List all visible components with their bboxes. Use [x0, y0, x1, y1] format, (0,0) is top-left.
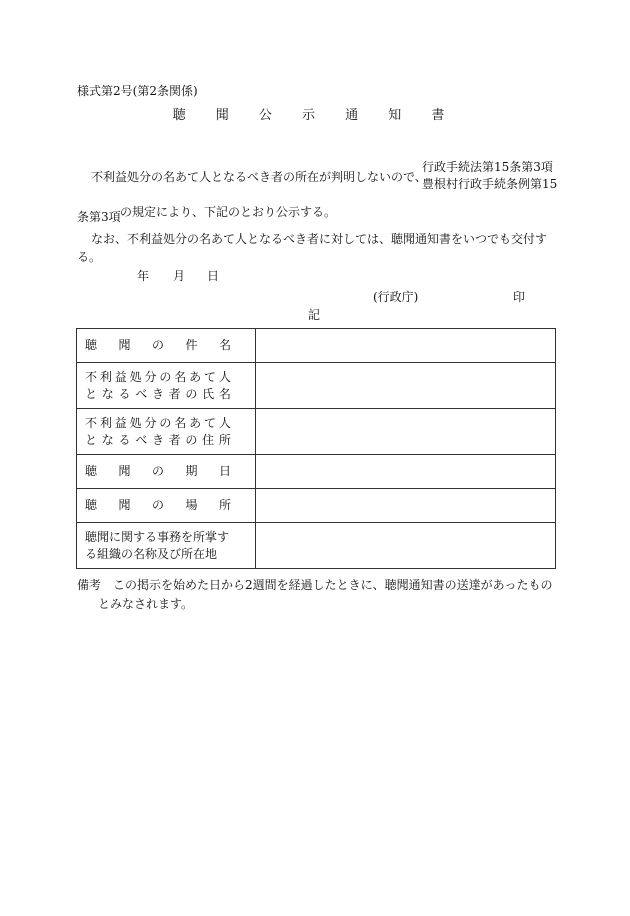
law-reference-2: 豊根村行政手続条例第15 — [422, 177, 558, 191]
label-char: べ — [135, 386, 148, 401]
label-office-in-charge: 聴聞に関する事務を所掌す る組織の名称及び所在地 — [77, 523, 256, 569]
label-hearing-place — [77, 489, 256, 523]
label-char: き — [151, 386, 164, 401]
notice-paragraph-1-continuation: の規定により、下記のとおり公示する。 — [120, 205, 337, 219]
label-char: の — [159, 415, 172, 430]
label-text — [85, 432, 231, 449]
label-char: 分 — [144, 369, 157, 384]
label-char: 処 — [129, 415, 142, 430]
label-text — [85, 463, 231, 480]
label-char: な — [101, 386, 114, 401]
label-char: 所 — [218, 498, 231, 512]
label-char: の — [159, 369, 172, 384]
label-char: 利 — [99, 415, 112, 430]
label-char: 聞 — [118, 498, 131, 512]
date-month-label: 月 — [173, 269, 186, 283]
label-char: と — [85, 432, 98, 447]
label-char: る — [118, 386, 131, 401]
label-hearing-date — [77, 455, 256, 489]
label-char: 日 — [218, 464, 231, 478]
label-char: る — [118, 432, 131, 447]
label-char: 件 — [185, 338, 198, 352]
label-char: 分 — [144, 415, 157, 430]
notice-paragraph-2: なお、不利益処分の名あて人となるべき者に対しては、聴聞通知書をいつでも交付す — [91, 232, 548, 246]
label-char: の — [151, 498, 164, 512]
label-char: 氏 — [202, 386, 215, 401]
label-char: 利 — [99, 369, 112, 384]
notice-paragraph-1: 不利益処分の名あて人となるべき者の所在が判明しないので、 — [91, 170, 427, 184]
label-char: 益 — [114, 369, 127, 384]
table-row — [77, 363, 556, 409]
hearing-info-table — [76, 328, 556, 569]
label-char: 名 — [218, 386, 231, 401]
label-char: 名 — [218, 338, 231, 352]
label-char: と — [85, 386, 98, 401]
value-hearing-place[interactable] — [256, 489, 556, 523]
label-char: 場 — [185, 498, 198, 512]
label-char: べ — [135, 432, 148, 447]
label-char: あ — [189, 369, 202, 384]
label-addressee-name — [77, 363, 256, 409]
law-reference-1: 行政手続法第15条第3項 — [422, 160, 553, 174]
label-text — [85, 386, 231, 403]
label-char: な — [101, 432, 114, 447]
label-char: 者 — [168, 432, 181, 447]
value-addressee-address[interactable] — [256, 409, 556, 455]
label-char: 人 — [218, 415, 231, 430]
label-char: の — [185, 386, 198, 401]
label-char: の — [151, 338, 164, 352]
label-char: 名 — [174, 415, 187, 430]
date-year-label: 年 — [137, 269, 150, 283]
label-char: 益 — [114, 415, 127, 430]
label-text — [85, 415, 231, 432]
table-row — [77, 489, 556, 523]
document-title: 聴 聞 公 示 通 知 書 — [172, 108, 458, 123]
seal-mark: 印 — [513, 290, 526, 304]
label-char: あ — [189, 415, 202, 430]
label-text — [85, 497, 231, 514]
label-hearing-subject — [77, 329, 256, 363]
label-char: 住 — [202, 432, 215, 447]
form-number: 様式第2号(第2条関係) — [77, 84, 198, 98]
label-char: 聞 — [118, 464, 131, 478]
label-char: 聴 — [85, 338, 98, 352]
value-hearing-date[interactable] — [256, 455, 556, 489]
label-char: 処 — [129, 369, 142, 384]
label-text — [85, 369, 231, 386]
label-char: 期 — [185, 464, 198, 478]
label-char: 聴 — [85, 498, 98, 512]
value-addressee-name[interactable] — [256, 363, 556, 409]
notice-paragraph-2-continuation: る。 — [77, 250, 102, 264]
label-char: の — [185, 432, 198, 447]
label-char: 聞 — [118, 338, 131, 352]
label-char: 名 — [174, 369, 187, 384]
table-row — [77, 523, 556, 569]
label-char: 人 — [218, 369, 231, 384]
table-row — [77, 409, 556, 455]
table-row — [77, 455, 556, 489]
label-char: 聴 — [85, 464, 98, 478]
table-row — [77, 329, 556, 363]
agency-label: (行政庁) — [373, 290, 419, 304]
label-text — [85, 337, 231, 354]
remarks-line-2: とみなされます。 — [98, 597, 194, 611]
ki-heading: 記 — [308, 308, 321, 322]
label-char: 不 — [85, 369, 98, 384]
value-office-in-charge[interactable] — [256, 523, 556, 569]
label-char: 不 — [85, 415, 98, 430]
label-char: て — [204, 369, 217, 384]
label-addressee-address — [77, 409, 256, 455]
label-char: て — [204, 415, 217, 430]
date-day-label: 日 — [207, 269, 220, 283]
remarks-line-1: 備考 この掲示を始めた日から2週間を経過したときに、聴聞通知書の送達があったもの — [77, 578, 553, 592]
label-char: き — [151, 432, 164, 447]
label-char: 者 — [168, 386, 181, 401]
label-char: の — [151, 464, 164, 478]
law-reference-continuation: 条第3項 — [77, 210, 121, 224]
value-hearing-subject[interactable] — [256, 329, 556, 363]
label-char: 所 — [218, 432, 231, 447]
